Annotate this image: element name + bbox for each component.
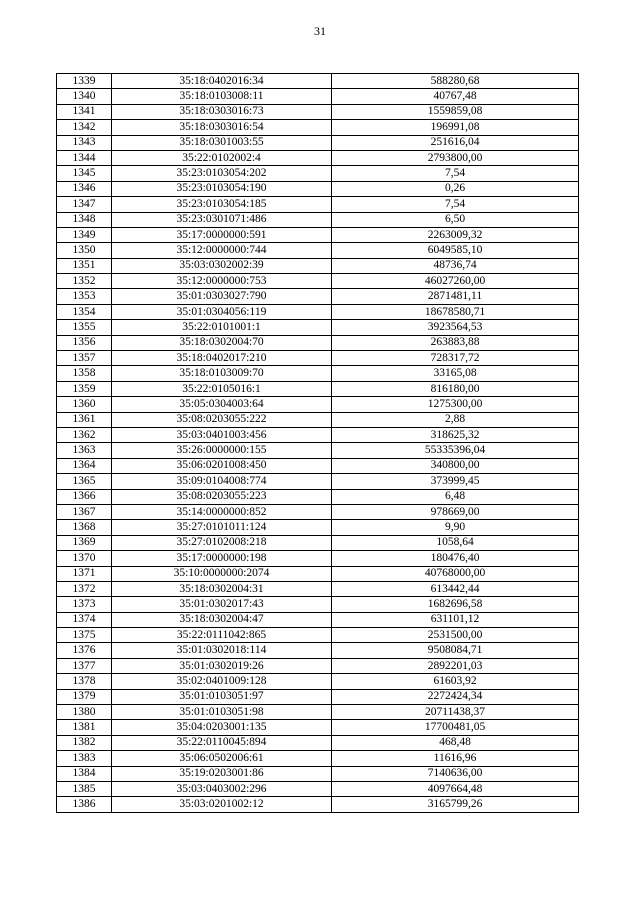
cadastral-number-cell: 35:04:0203001:135 (112, 720, 332, 735)
table-row (57, 504, 579, 519)
value-cell: 1058,64 (332, 535, 579, 550)
value-cell: 2263009,32 (332, 227, 579, 242)
table-row (57, 197, 579, 212)
row-number-cell: 1385 (57, 781, 112, 796)
cadastral-number-cell: 35:23:0103054:190 (112, 181, 332, 196)
cadastral-number-cell: 35:03:0302002:39 (112, 258, 332, 273)
table-row (57, 551, 579, 566)
cadastral-number-cell: 35:17:0000000:198 (112, 551, 332, 566)
table-row (57, 135, 579, 150)
value-cell: 6,50 (332, 212, 579, 227)
cadastral-number-cell: 35:27:0102008:218 (112, 535, 332, 550)
row-number-cell: 1378 (57, 674, 112, 689)
table-row (57, 304, 579, 319)
cadastral-number-cell: 35:08:0203055:223 (112, 489, 332, 504)
row-number-cell: 1350 (57, 243, 112, 258)
row-number-cell: 1367 (57, 504, 112, 519)
row-number-cell: 1371 (57, 566, 112, 581)
value-cell: 11616,96 (332, 751, 579, 766)
value-cell: 55335396,04 (332, 443, 579, 458)
page-number: 31 (314, 24, 326, 38)
row-number-cell: 1352 (57, 274, 112, 289)
value-cell: 61603,92 (332, 674, 579, 689)
value-cell: 46027260,00 (332, 274, 579, 289)
cadastral-number-cell: 35:01:0302017:43 (112, 597, 332, 612)
cadastral-number-cell: 35:22:0110045:894 (112, 735, 332, 750)
row-number-cell: 1384 (57, 766, 112, 781)
value-cell: 17700481,05 (332, 720, 579, 735)
row-number-cell: 1361 (57, 412, 112, 427)
table-row (57, 397, 579, 412)
cadastral-number-cell: 35:06:0502006:61 (112, 751, 332, 766)
row-number-cell: 1360 (57, 397, 112, 412)
table-row (57, 535, 579, 550)
cadastral-number-cell: 35:03:0401003:456 (112, 427, 332, 442)
row-number-cell: 1340 (57, 89, 112, 104)
row-number-cell: 1368 (57, 520, 112, 535)
row-number-cell: 1353 (57, 289, 112, 304)
value-cell: 373999,45 (332, 474, 579, 489)
table-row (57, 674, 579, 689)
table-row (57, 612, 579, 627)
table-row (57, 581, 579, 596)
value-cell: 7,54 (332, 197, 579, 212)
cadastral-number-cell: 35:01:0103051:97 (112, 689, 332, 704)
cadastral-number-cell: 35:01:0303027:790 (112, 289, 332, 304)
table-row (57, 74, 579, 89)
row-number-cell: 1376 (57, 643, 112, 658)
table-row (57, 427, 579, 442)
table-row (57, 735, 579, 750)
cadastral-number-cell: 35:22:0111042:865 (112, 628, 332, 643)
table-row (57, 597, 579, 612)
row-number-cell: 1379 (57, 689, 112, 704)
value-cell: 6049585,10 (332, 243, 579, 258)
value-cell: 613442,44 (332, 581, 579, 596)
cadastral-number-cell: 35:18:0302004:31 (112, 581, 332, 596)
row-number-cell: 1365 (57, 474, 112, 489)
table-row (57, 412, 579, 427)
value-cell: 180476,40 (332, 551, 579, 566)
value-cell: 2272424,34 (332, 689, 579, 704)
row-number-cell: 1383 (57, 751, 112, 766)
table-row (57, 258, 579, 273)
value-cell: 816180,00 (332, 381, 579, 396)
cadastral-number-cell: 35:23:0301071:486 (112, 212, 332, 227)
cadastral-number-cell: 35:17:0000000:591 (112, 227, 332, 242)
row-number-cell: 1375 (57, 628, 112, 643)
cadastral-number-cell: 35:22:0105016:1 (112, 381, 332, 396)
table-row (57, 628, 579, 643)
value-cell: 196991,08 (332, 120, 579, 135)
row-number-cell: 1364 (57, 458, 112, 473)
row-number-cell: 1355 (57, 320, 112, 335)
value-cell: 40767,48 (332, 89, 579, 104)
row-number-cell: 1362 (57, 427, 112, 442)
value-cell: 340800,00 (332, 458, 579, 473)
table-row (57, 150, 579, 165)
cadastral-number-cell: 35:08:0203055:222 (112, 412, 332, 427)
cadastral-number-cell: 35:19:0203001:86 (112, 766, 332, 781)
row-number-cell: 1380 (57, 705, 112, 720)
cadastral-number-cell: 35:26:0000000:155 (112, 443, 332, 458)
value-cell: 728317,72 (332, 351, 579, 366)
row-number-cell: 1370 (57, 551, 112, 566)
table-row (57, 227, 579, 242)
row-number-cell: 1366 (57, 489, 112, 504)
row-number-cell: 1363 (57, 443, 112, 458)
table-body (57, 74, 579, 813)
cadastral-number-cell: 35:06:0201008:450 (112, 458, 332, 473)
row-number-cell: 1345 (57, 166, 112, 181)
cadastral-number-cell: 35:14:0000000:852 (112, 504, 332, 519)
cadastral-number-cell: 35:05:0304003:64 (112, 397, 332, 412)
row-number-cell: 1377 (57, 658, 112, 673)
row-number-cell: 1344 (57, 150, 112, 165)
row-number-cell: 1354 (57, 304, 112, 319)
table-row (57, 520, 579, 535)
cadastral-number-cell: 35:01:0302018:114 (112, 643, 332, 658)
table-row (57, 566, 579, 581)
value-cell: 318625,32 (332, 427, 579, 442)
cadastral-number-cell: 35:10:0000000:2074 (112, 566, 332, 581)
value-cell: 251616,04 (332, 135, 579, 150)
cadastral-number-cell: 35:18:0303016:54 (112, 120, 332, 135)
value-cell: 18678580,71 (332, 304, 579, 319)
table-row (57, 320, 579, 335)
cadastral-number-cell: 35:18:0402017:210 (112, 351, 332, 366)
row-number-cell: 1373 (57, 597, 112, 612)
table-row (57, 458, 579, 473)
cadastral-number-cell: 35:02:0401009:128 (112, 674, 332, 689)
row-number-cell: 1349 (57, 227, 112, 242)
table-row (57, 474, 579, 489)
table-row (57, 120, 579, 135)
row-number-cell: 1341 (57, 104, 112, 119)
table-row (57, 781, 579, 796)
value-cell: 6,48 (332, 489, 579, 504)
cadastral-number-cell: 35:12:0000000:744 (112, 243, 332, 258)
cadastral-number-cell: 35:18:0302004:70 (112, 335, 332, 350)
table-row (57, 797, 579, 812)
cadastral-number-cell: 35:03:0201002:12 (112, 797, 332, 812)
table-row (57, 689, 579, 704)
row-number-cell: 1346 (57, 181, 112, 196)
cadastral-number-cell: 35:27:0101011:124 (112, 520, 332, 535)
row-number-cell: 1339 (57, 74, 112, 89)
cadastral-number-cell: 35:18:0303016:73 (112, 104, 332, 119)
table-row (57, 89, 579, 104)
row-number-cell: 1374 (57, 612, 112, 627)
cadastral-number-cell: 35:09:0104008:774 (112, 474, 332, 489)
value-cell: 48736,74 (332, 258, 579, 273)
row-number-cell: 1347 (57, 197, 112, 212)
row-number-cell: 1358 (57, 366, 112, 381)
value-cell: 20711438,37 (332, 705, 579, 720)
cadastral-number-cell: 35:18:0301003:55 (112, 135, 332, 150)
value-cell: 978669,00 (332, 504, 579, 519)
cadastral-number-cell: 35:12:0000000:753 (112, 274, 332, 289)
cadastral-number-cell: 35:23:0103054:185 (112, 197, 332, 212)
table-row (57, 274, 579, 289)
cadastral-number-cell: 35:23:0103054:202 (112, 166, 332, 181)
row-number-cell: 1351 (57, 258, 112, 273)
table-row (57, 166, 579, 181)
table-row (57, 335, 579, 350)
value-cell: 3165799,26 (332, 797, 579, 812)
value-cell: 33165,08 (332, 366, 579, 381)
value-cell: 7,54 (332, 166, 579, 181)
row-number-cell: 1342 (57, 120, 112, 135)
table-row (57, 351, 579, 366)
cadastral-number-cell: 35:18:0103008:11 (112, 89, 332, 104)
table-row (57, 720, 579, 735)
value-cell: 3923564,53 (332, 320, 579, 335)
value-cell: 9,90 (332, 520, 579, 535)
cadastral-number-cell: 35:01:0302019:26 (112, 658, 332, 673)
row-number-cell: 1356 (57, 335, 112, 350)
cadastral-number-cell: 35:22:0102002:4 (112, 150, 332, 165)
table-row (57, 443, 579, 458)
value-cell: 468,48 (332, 735, 579, 750)
table-row (57, 212, 579, 227)
table-row (57, 181, 579, 196)
row-number-cell: 1372 (57, 581, 112, 596)
value-cell: 1275300,00 (332, 397, 579, 412)
value-cell: 2,88 (332, 412, 579, 427)
value-cell: 7140636,00 (332, 766, 579, 781)
cadastral-number-cell: 35:03:0403002:296 (112, 781, 332, 796)
value-cell: 2531500,00 (332, 628, 579, 643)
value-cell: 2793800,00 (332, 150, 579, 165)
value-cell: 4097664,48 (332, 781, 579, 796)
row-number-cell: 1357 (57, 351, 112, 366)
row-number-cell: 1386 (57, 797, 112, 812)
table-row (57, 643, 579, 658)
row-number-cell: 1381 (57, 720, 112, 735)
table-row (57, 104, 579, 119)
table-row (57, 381, 579, 396)
row-number-cell: 1348 (57, 212, 112, 227)
value-cell: 588280,68 (332, 74, 579, 89)
cadastral-number-cell: 35:18:0103009:70 (112, 366, 332, 381)
cadastral-number-cell: 35:22:0101001:1 (112, 320, 332, 335)
value-cell: 9508084,71 (332, 643, 579, 658)
value-cell: 1682696,58 (332, 597, 579, 612)
table-row (57, 489, 579, 504)
table-row (57, 766, 579, 781)
row-number-cell: 1369 (57, 535, 112, 550)
table-row (57, 751, 579, 766)
row-number-cell: 1382 (57, 735, 112, 750)
table-row (57, 705, 579, 720)
cadastral-number-cell: 35:18:0402016:34 (112, 74, 332, 89)
value-cell: 2892201,03 (332, 658, 579, 673)
value-cell: 1559859,08 (332, 104, 579, 119)
row-number-cell: 1343 (57, 135, 112, 150)
table-row (57, 658, 579, 673)
value-cell: 263883,88 (332, 335, 579, 350)
value-cell: 2871481,11 (332, 289, 579, 304)
table-row (57, 289, 579, 304)
cadastral-value-table (56, 73, 579, 813)
row-number-cell: 1359 (57, 381, 112, 396)
cadastral-number-cell: 35:01:0304056:119 (112, 304, 332, 319)
cadastral-number-cell: 35:01:0103051:98 (112, 705, 332, 720)
cadastral-number-cell: 35:18:0302004:47 (112, 612, 332, 627)
value-cell: 40768000,00 (332, 566, 579, 581)
value-cell: 631101,12 (332, 612, 579, 627)
value-cell: 0,26 (332, 181, 579, 196)
table-row (57, 243, 579, 258)
table-row (57, 366, 579, 381)
